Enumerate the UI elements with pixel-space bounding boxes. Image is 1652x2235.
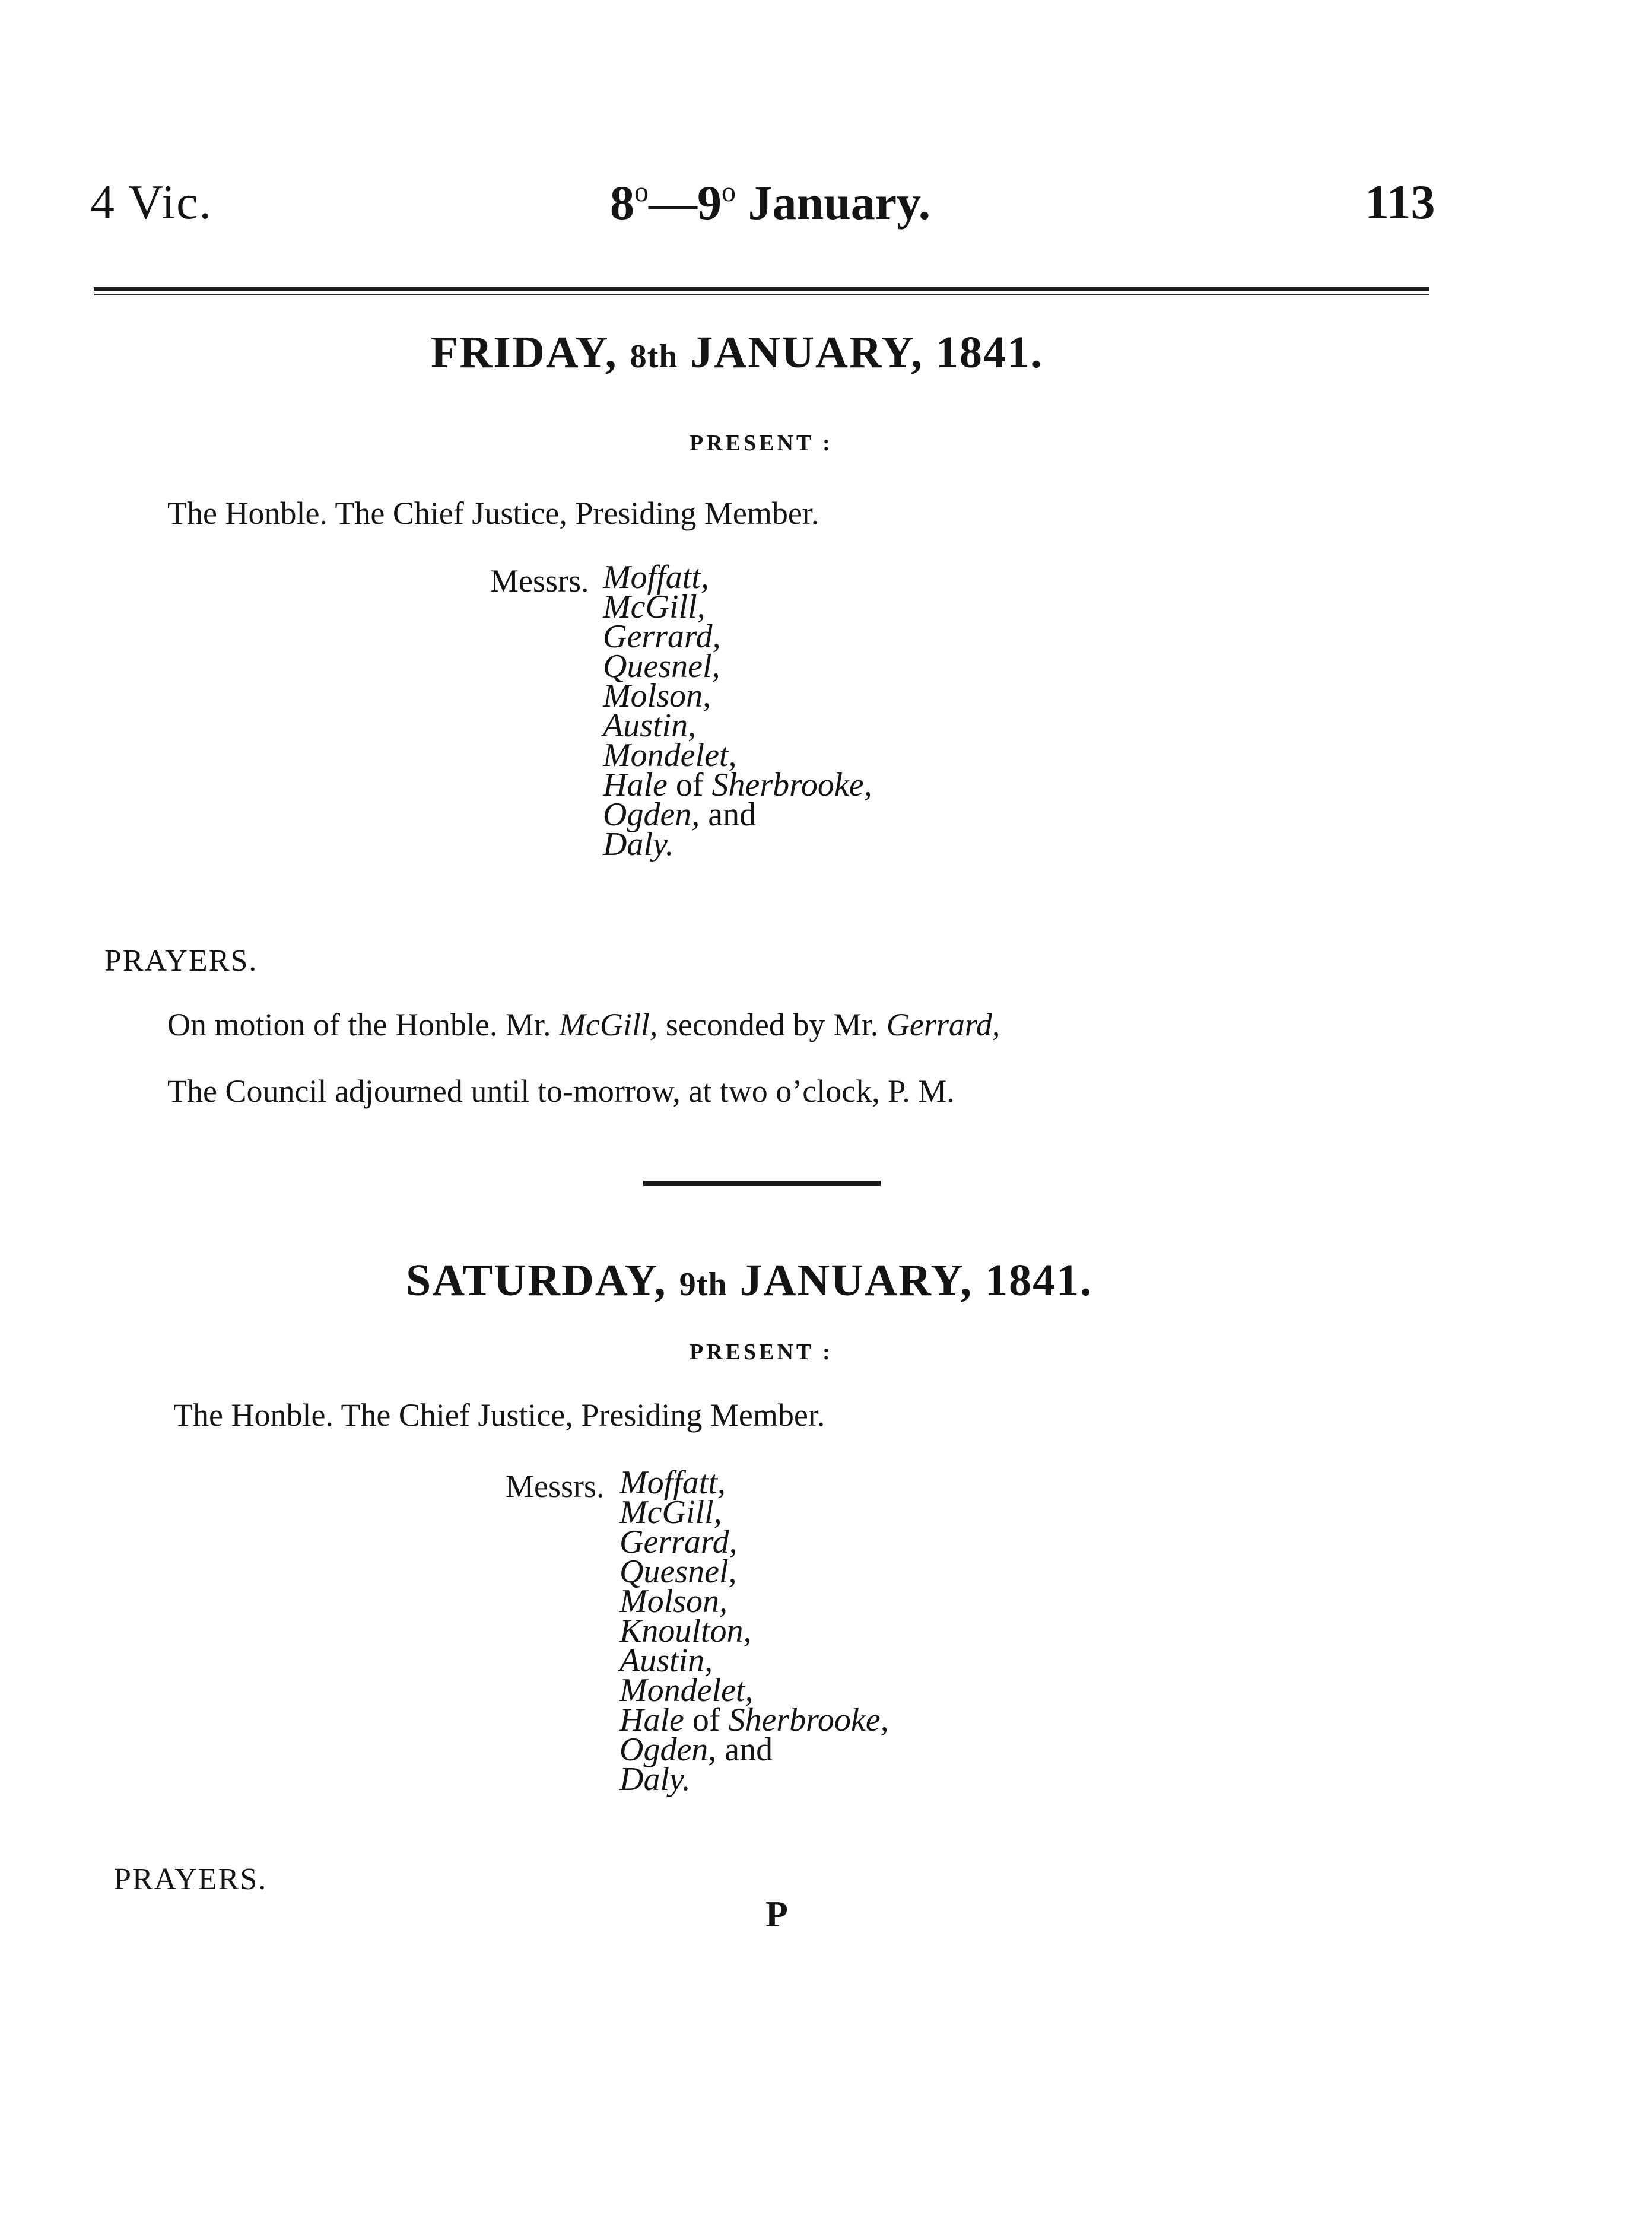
member-name-ogden bbox=[603, 796, 872, 833]
member-name: Gerrard, bbox=[620, 1524, 738, 1560]
member-name: Knoulton, bbox=[620, 1613, 752, 1649]
presiding-member: The Honble. The Chief Justice, Presiding Member. bbox=[173, 1397, 825, 1433]
header-rule bbox=[94, 287, 1429, 291]
messrs-label: Messrs. bbox=[490, 563, 589, 599]
session-day: FRIDAY, bbox=[431, 328, 630, 377]
session-heading-saturday bbox=[406, 1255, 1093, 1305]
member-place: Sherbrooke, bbox=[728, 1702, 889, 1738]
section-divider bbox=[643, 1181, 881, 1186]
member-of: of bbox=[684, 1702, 729, 1738]
member-name: Quesnel, bbox=[603, 648, 720, 685]
session-ordinal: 8th bbox=[630, 338, 678, 375]
session-ordinal: 9th bbox=[679, 1266, 727, 1303]
date-sup1: o bbox=[634, 176, 649, 208]
messrs-label: Messrs. bbox=[506, 1468, 605, 1504]
motion-prefix: On motion of the Honble. Mr. bbox=[167, 1007, 559, 1042]
member-name: Molson, bbox=[620, 1583, 727, 1620]
motion-mover: McGill, bbox=[558, 1007, 658, 1042]
page-number: 113 bbox=[1365, 175, 1435, 229]
running-head-left: 4 Vic. bbox=[90, 175, 212, 229]
motion-middle: seconded by Mr. bbox=[657, 1007, 887, 1042]
member-name: Daly. bbox=[603, 826, 674, 863]
member-name: Quesnel, bbox=[620, 1553, 737, 1590]
member-list bbox=[603, 559, 872, 863]
member-and: and bbox=[716, 1731, 773, 1768]
running-head-dates bbox=[610, 176, 931, 230]
member-name-hale bbox=[620, 1702, 889, 1738]
member-name: Gerrard, bbox=[603, 618, 721, 655]
member-name: Austin, bbox=[603, 707, 697, 744]
session-date: JANUARY, 1841. bbox=[727, 1255, 1093, 1305]
date-day1: 8 bbox=[610, 176, 634, 230]
session-day: SATURDAY, bbox=[406, 1255, 679, 1305]
member-name-hale bbox=[603, 767, 872, 803]
presiding-member: The Honble. The Chief Justice, Presiding Member. bbox=[167, 495, 819, 531]
session-heading-friday bbox=[431, 330, 1043, 375]
member-name: Molson, bbox=[603, 678, 711, 714]
member-name: McGill, bbox=[620, 1494, 722, 1531]
member-name: McGill, bbox=[603, 589, 706, 625]
member-name: Austin, bbox=[620, 1642, 713, 1679]
member-name: Daly. bbox=[620, 1761, 691, 1798]
session-date: JANUARY, 1841. bbox=[678, 328, 1044, 377]
date-sup2: o bbox=[722, 176, 736, 208]
member-surname: Hale bbox=[603, 767, 668, 803]
present-label: PRESENT : bbox=[690, 1340, 833, 1365]
member-name: Moffatt, bbox=[603, 559, 709, 596]
member-name-ogden bbox=[620, 1731, 889, 1768]
member-and: and bbox=[700, 796, 757, 833]
member-surname: Ogden, bbox=[620, 1731, 717, 1768]
header-rule-thin bbox=[94, 294, 1429, 295]
date-month: January. bbox=[736, 176, 931, 230]
motion-seconder: Gerrard, bbox=[886, 1007, 1000, 1042]
date-day2: 9 bbox=[697, 176, 722, 230]
member-list bbox=[620, 1464, 889, 1798]
prayers-label: PRAYERS. bbox=[114, 1862, 268, 1896]
prayers-label: PRAYERS. bbox=[104, 944, 258, 978]
signature-mark: P bbox=[765, 1894, 788, 1935]
member-place: Sherbrooke, bbox=[711, 767, 872, 803]
member-name: Mondelet, bbox=[620, 1672, 754, 1709]
present-label: PRESENT : bbox=[690, 431, 833, 456]
member-surname: Hale bbox=[620, 1702, 684, 1738]
member-surname: Ogden, bbox=[603, 796, 700, 833]
adjournment-text: The Council adjourned until to-morrow, at two o’clock, P. M. bbox=[167, 1073, 955, 1109]
member-name: Moffatt, bbox=[620, 1464, 726, 1501]
motion-text bbox=[167, 1009, 1000, 1041]
member-of: of bbox=[667, 767, 712, 803]
member-name: Mondelet, bbox=[603, 737, 737, 774]
date-separator: — bbox=[649, 176, 697, 230]
